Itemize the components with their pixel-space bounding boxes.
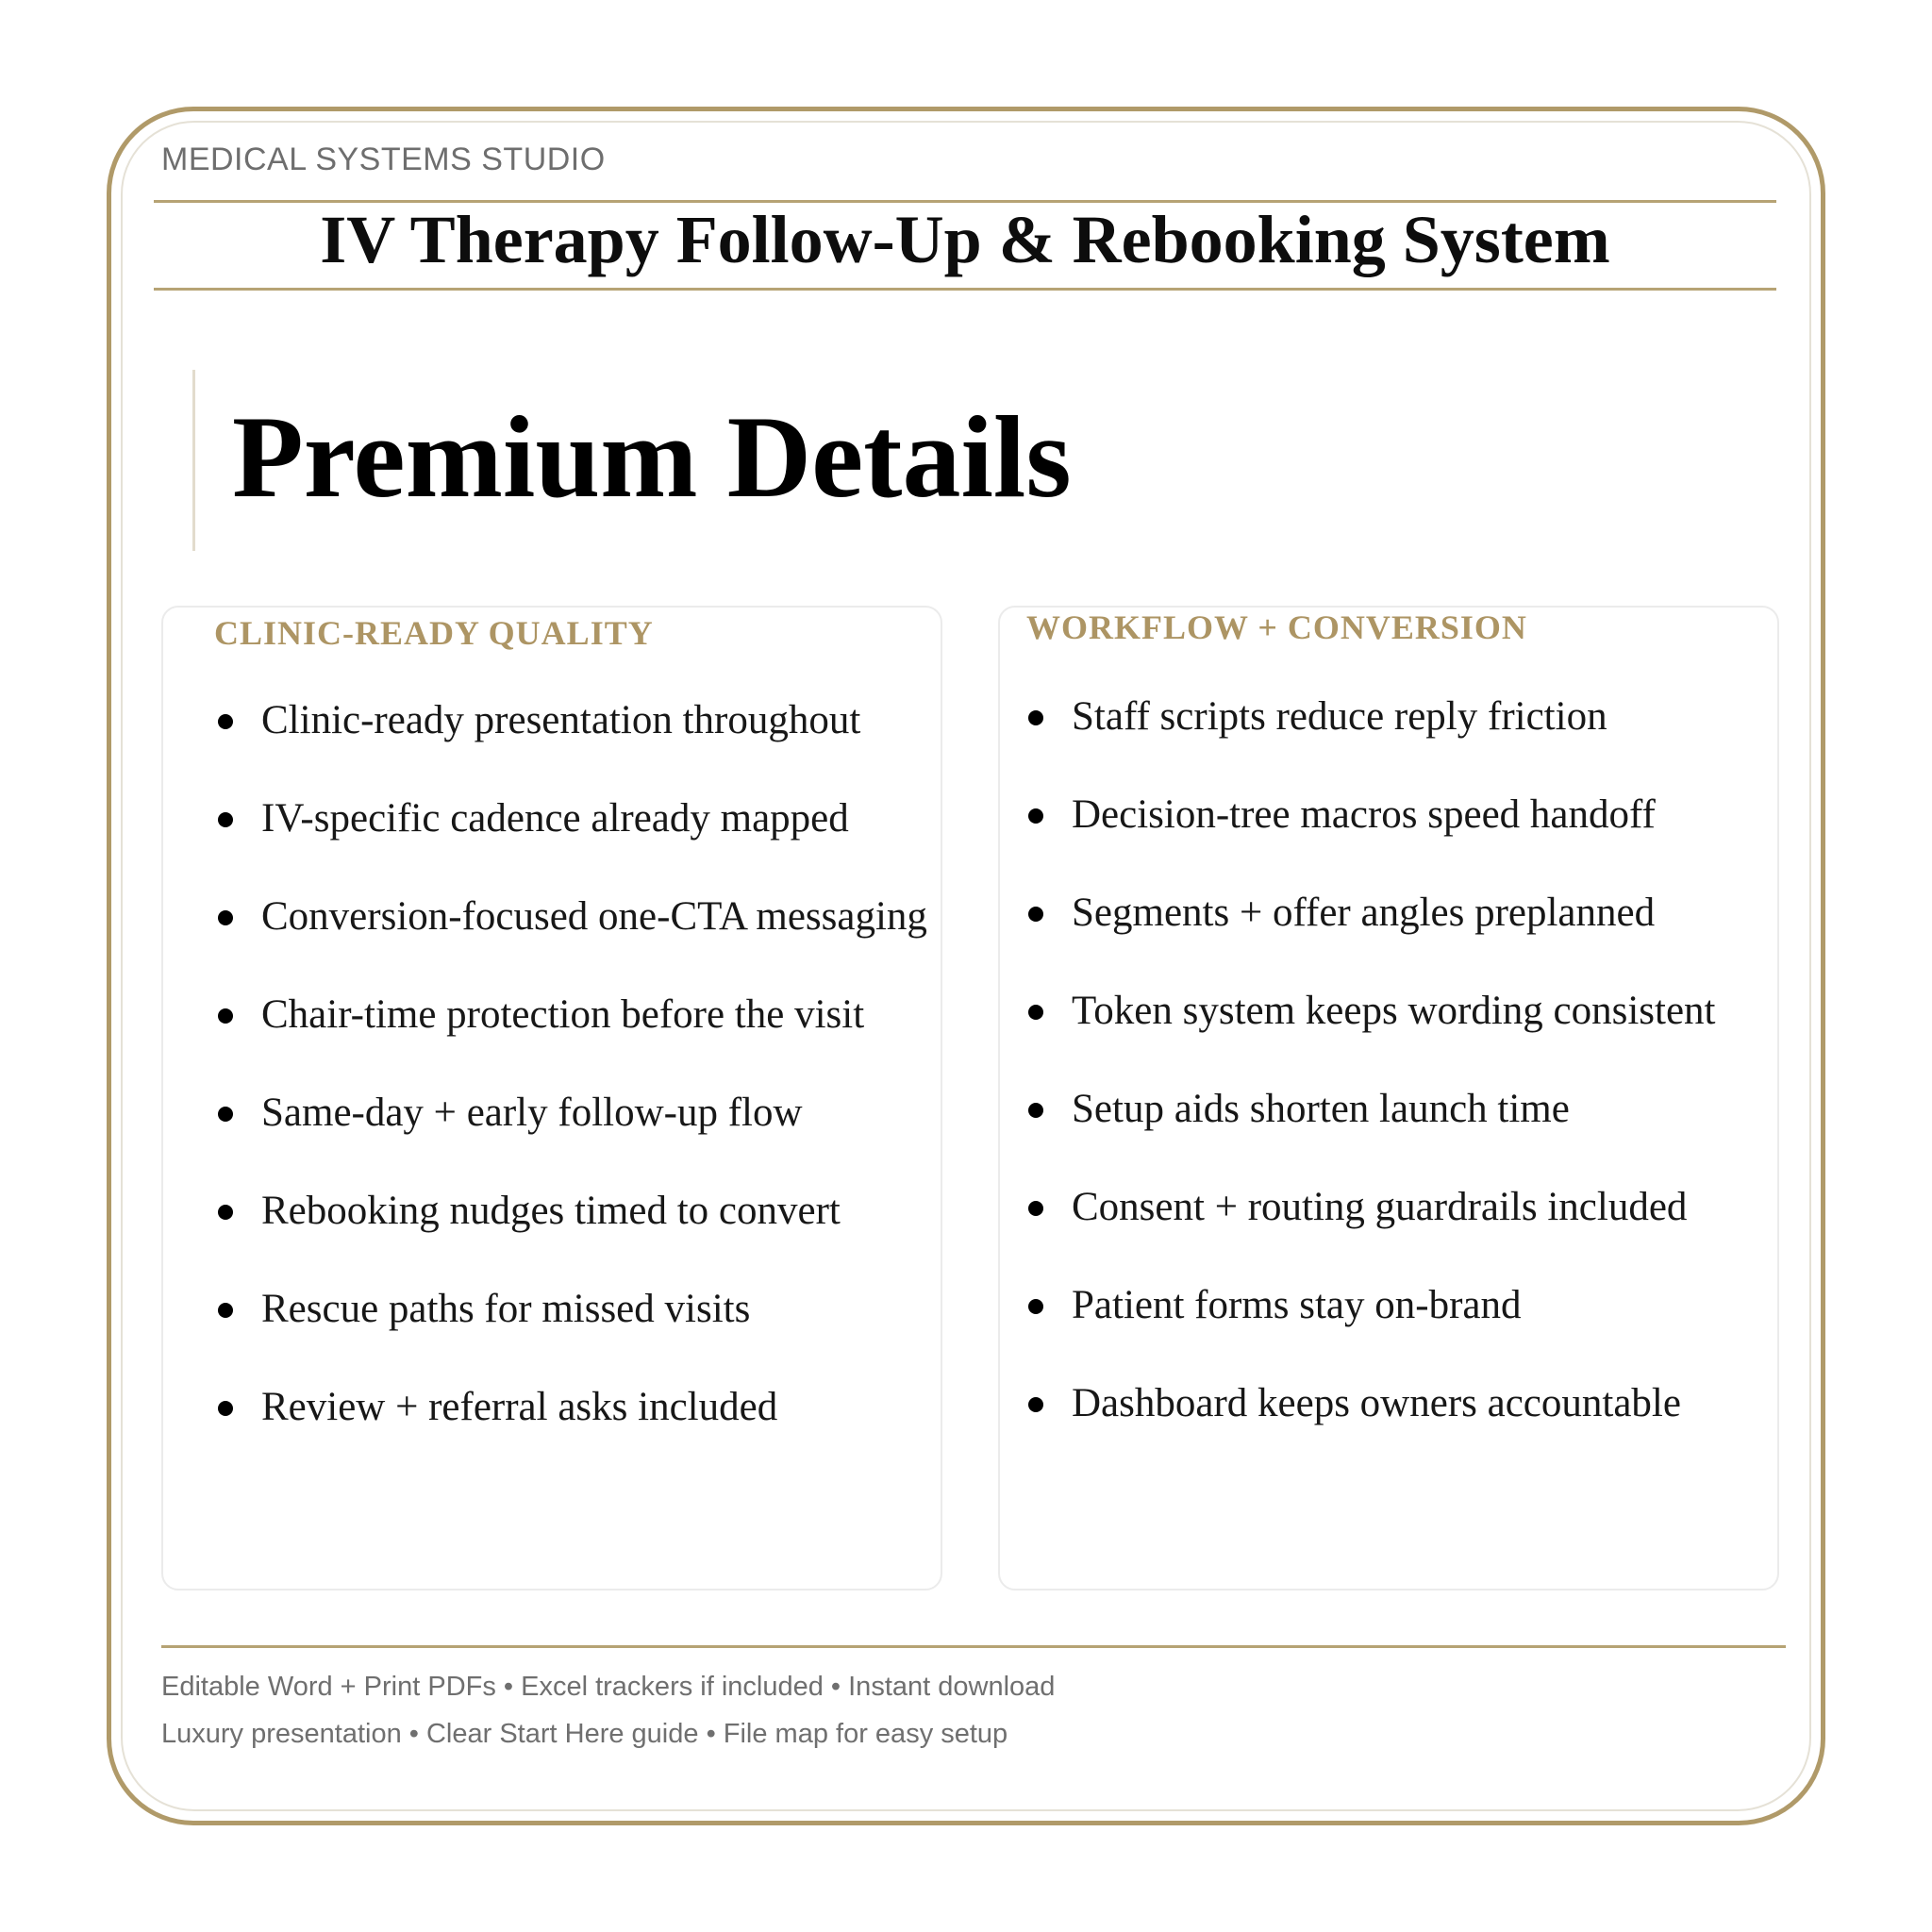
list-item	[1072, 1081, 1579, 1138]
bullet-dot-icon	[1028, 1201, 1043, 1216]
list-item	[261, 1183, 850, 1240]
title-bottom-rule	[154, 288, 1776, 291]
bullet-dot-icon	[218, 1107, 233, 1122]
panel-heading: WORKFLOW + CONVERSION	[1026, 608, 1535, 647]
list-item	[1072, 983, 1725, 1040]
bullet-dot-icon	[218, 1205, 233, 1220]
bullet-dot-icon	[218, 1401, 233, 1416]
list-item-text: Token system keeps wording consistent	[1072, 989, 1716, 1033]
brand-label: MEDICAL SYSTEMS STUDIO	[161, 142, 606, 177]
list-item-text: Patient forms stay on-brand	[1072, 1283, 1522, 1327]
list-item-text: IV-specific cadence already mapped	[261, 796, 849, 841]
list-item	[1072, 787, 1665, 843]
list-item-text: Rescue paths for missed visits	[261, 1287, 751, 1331]
hero-heading: Premium Details	[232, 392, 1072, 522]
bullet-dot-icon	[218, 1303, 233, 1318]
bullet-dot-icon	[1028, 808, 1043, 824]
document-title: IV Therapy Follow-Up & Rebooking System	[320, 202, 1610, 277]
bullet-dot-icon	[1028, 1103, 1043, 1118]
bullet-dot-icon	[218, 812, 233, 827]
bullet-dot-icon	[1028, 1005, 1043, 1020]
list-item	[261, 889, 937, 945]
bullet-dot-icon	[218, 1008, 233, 1024]
list-item	[261, 987, 874, 1043]
list-item	[1072, 885, 1664, 941]
list-item-text: Same-day + early follow-up flow	[261, 1091, 803, 1135]
list-item-text: Rebooking nudges timed to convert	[261, 1189, 841, 1233]
list-item-text: Conversion-focused one-CTA messaging	[261, 894, 927, 939]
footer-rule	[161, 1645, 1786, 1648]
list-item	[1072, 689, 1617, 745]
panel-workflow-conversion	[998, 606, 1779, 1591]
footer-line-1: Editable Word + Print PDFs • Excel trackers if included • Instant download	[161, 1672, 1056, 1702]
list-item-text: Consent + routing guardrails included	[1072, 1185, 1688, 1229]
list-item	[261, 791, 858, 847]
list-item-text: Decision-tree macros speed handoff	[1072, 792, 1656, 837]
list-item-text: Setup aids shorten launch time	[1072, 1087, 1570, 1131]
panel-heading: CLINIC-READY QUALITY	[214, 613, 661, 653]
list-item-text: Segments + offer angles preplanned	[1072, 891, 1656, 935]
list-item	[1072, 1179, 1696, 1236]
bullet-dot-icon	[1028, 1299, 1043, 1314]
list-item-text: Staff scripts reduce reply friction	[1072, 694, 1607, 739]
bullet-dot-icon	[1028, 907, 1043, 922]
list-item	[1072, 1375, 1690, 1432]
list-item	[261, 1379, 787, 1436]
list-item	[1072, 1277, 1531, 1334]
bullet-dot-icon	[218, 910, 233, 925]
bullet-dot-icon	[1028, 1397, 1043, 1412]
footer-line-2: Luxury presentation • Clear Start Here guide • File map for easy setup	[161, 1719, 1008, 1749]
list-item-text: Chair-time protection before the visit	[261, 992, 865, 1037]
list-item-text: Review + referral asks included	[261, 1385, 778, 1429]
list-item-text: Dashboard keeps owners accountable	[1072, 1381, 1681, 1425]
list-item	[261, 692, 870, 749]
bullet-dot-icon	[1028, 710, 1043, 725]
list-item	[261, 1281, 759, 1338]
hero-accent-bar	[192, 370, 195, 551]
list-item-text: Clinic-ready presentation throughout	[261, 698, 861, 742]
bullet-dot-icon	[218, 714, 233, 729]
panel-clinic-ready-quality	[161, 606, 942, 1591]
list-item	[261, 1085, 812, 1141]
